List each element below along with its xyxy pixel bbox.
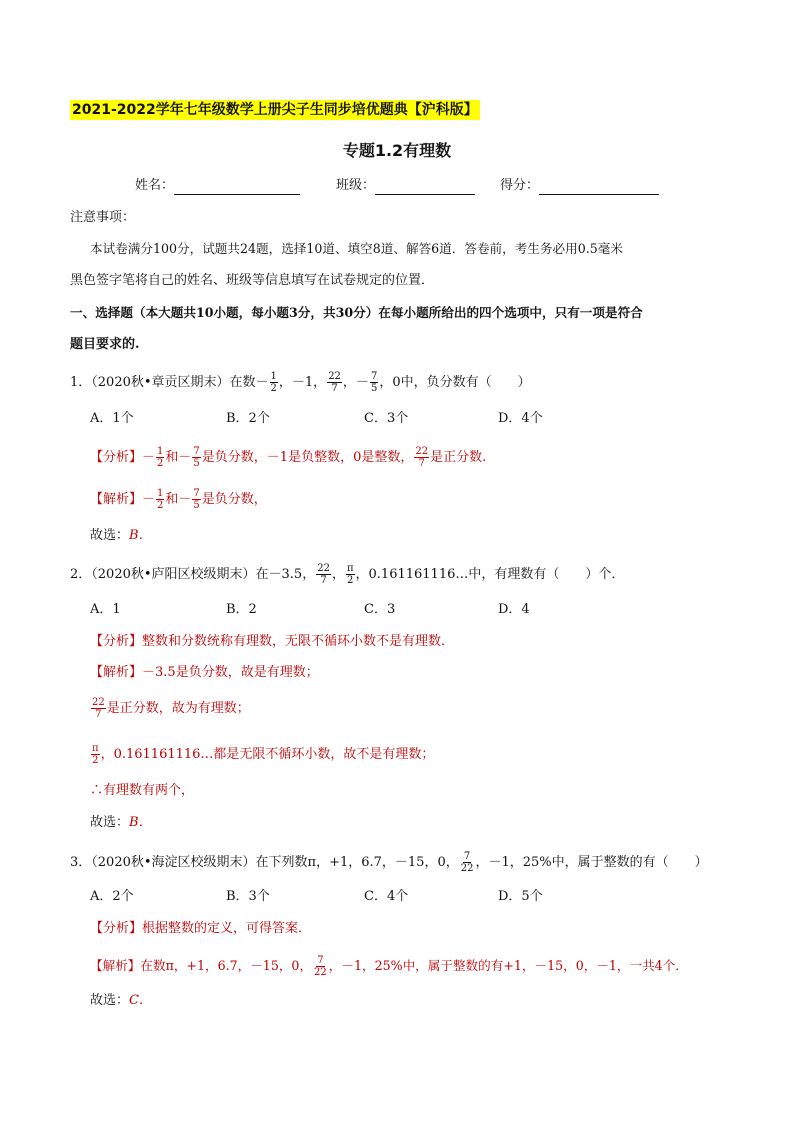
- q3-stem: [70, 851, 708, 874]
- fraction: $\frac{7}{22}$: [460, 851, 474, 874]
- q3-answer: [90, 992, 152, 1010]
- fraction: $\frac{7}{5}$: [193, 446, 200, 469]
- q2-solution-2: $\frac{22}{7}$ 是正分数，故为有理数；: [92, 697, 250, 720]
- q3-stem-text: ，－1，25%中，属于整数的有（ ）: [475, 855, 708, 870]
- fraction: $\frac{7}{5}$: [193, 488, 200, 511]
- answer-value: B．: [129, 815, 152, 830]
- answer-value: B．: [129, 528, 152, 543]
- analysis-tag: 【分析】: [90, 450, 143, 465]
- section-heading-line-1: 一、选择题（本大题共10小题，每小题3分，共30分）在每小题所给出的四个选项中，只有一项是符合: [70, 305, 643, 320]
- solution-tag: 【解析】: [90, 958, 141, 973]
- q1-stem-text: ，－: [342, 375, 369, 390]
- q3-stem-text: 3．（2020秋•海淀区校级期末）在下列数π，+1，6.7，－15，0，: [70, 855, 459, 870]
- q3-option-d: D．5个: [498, 889, 543, 904]
- q2-option-d: D．4: [498, 602, 530, 617]
- q1-option-d: D．4个: [498, 411, 543, 426]
- q3-option-a: A．2个: [90, 889, 134, 904]
- q2-stem-text: 2．（2020秋•庐阳区校级期末）在－3.5，: [70, 567, 316, 582]
- solution-tag: 【解析】: [90, 492, 143, 507]
- q1-answer: [90, 527, 152, 545]
- q2-solution-4: ∴有理数有两个，: [90, 783, 195, 798]
- q2-option-c: C．3: [364, 602, 396, 617]
- fraction: $\frac{7}{5}$: [370, 371, 378, 394]
- fraction: $\frac{1}{2}$: [157, 446, 164, 469]
- class-label: 班级：: [336, 178, 376, 193]
- q1-stem-text: 1．（2020秋•章贡区期末）在数－: [70, 375, 269, 390]
- notice-label: 注意事项：: [70, 210, 136, 225]
- q1-option-a: A．1个: [90, 411, 134, 426]
- q3-option-b: B．3个: [226, 889, 270, 904]
- page-title: 专题1.2有理数: [342, 141, 452, 160]
- answer-value: C．: [129, 993, 152, 1008]
- class-blank: [375, 180, 475, 195]
- name-blank: [174, 180, 300, 195]
- q2-stem-text: ，0.161161116…中，有理数有（ ）个．: [355, 567, 625, 582]
- q1-stem-text: ，0中，负分数有（ ）: [379, 375, 531, 390]
- fraction: $\frac{\pi}{2}$: [346, 563, 354, 586]
- answer-label: 故选：: [90, 815, 130, 830]
- fraction: $\frac{1}{2}$: [157, 488, 164, 511]
- score-field: [500, 177, 659, 195]
- q3-option-c: C．4个: [364, 889, 409, 904]
- q2-answer: [90, 814, 152, 832]
- q1-stem-text: ，－1，: [278, 375, 327, 390]
- score-label: 得分：: [500, 178, 540, 193]
- answer-label: 故选：: [90, 528, 130, 543]
- q2-option-b: B．2: [226, 602, 257, 617]
- fraction: $\frac{7}{22}$: [314, 955, 327, 978]
- fraction: $\frac{22}{7}$: [317, 563, 330, 586]
- q1-option-b: B．2个: [226, 411, 270, 426]
- analysis-tag: 【分析】: [90, 921, 143, 936]
- q1-option-c: C．3个: [364, 411, 409, 426]
- q2-stem-text: ，: [331, 567, 345, 582]
- name-label: 姓名：: [135, 178, 175, 193]
- q1-analysis: 【分析】－ $\frac{1}{2}$ 和－ $\frac{7}{5}$ 是负分数，－1是负整数，0是整数， $\frac{22}{7}$ 是正分数.: [90, 446, 487, 469]
- q2-analysis: 【分析】整数和分数统称有理数，无限不循环小数不是有理数．: [90, 634, 455, 649]
- q1-stem: [70, 371, 531, 394]
- analysis-tag: 【分析】: [90, 634, 143, 649]
- section-heading-line-2: 题目要求的.: [70, 337, 140, 352]
- solution-tag: 【解析】: [90, 665, 143, 680]
- fraction: $\frac{1}{2}$: [270, 371, 277, 394]
- notice-line-1: 本试卷满分100分，试题共24题，选择10道、填空8道、解答6道．答卷前，考生务必用0.5毫米: [90, 241, 623, 256]
- series-banner: 2021-2022学年七年级数学上册尖子生同步培优题典【沪科版】: [72, 102, 478, 118]
- q1-solution: 【解析】－ $\frac{1}{2}$ 和－ $\frac{7}{5}$ 是负分数，: [90, 488, 267, 511]
- answer-label: 故选：: [90, 993, 130, 1008]
- q3-solution: 【解析】在数π，+1，6.7，－15，0， $\frac{7}{22}$ ，－1，25%中，属于整数的有+1，－15，0，－1，一共4个．: [90, 955, 688, 978]
- fraction: $\frac{22}{7}$: [415, 446, 429, 469]
- name-field: [135, 177, 300, 195]
- fraction: $\frac{\pi}{2}$: [92, 743, 99, 766]
- fraction: $\frac{22}{7}$: [92, 697, 105, 720]
- fraction: $\frac{22}{7}$: [328, 371, 341, 394]
- q2-solution-1: 【解析】－3.5是负分数，故是有理数；: [90, 665, 319, 680]
- q2-solution-3: $\frac{\pi}{2}$ ，0.161161116…都是无限不循环小数，故不是有理数；: [92, 743, 435, 766]
- q3-analysis: 【分析】根据整数的定义，可得答案．: [90, 921, 312, 936]
- q2-option-a: A．1: [90, 602, 121, 617]
- class-field: [336, 177, 475, 195]
- q2-stem: [70, 563, 624, 586]
- score-blank: [539, 180, 659, 195]
- notice-line-2: 黑色签字笔将自己的姓名、班级等信息填写在试卷规定的位置．: [70, 273, 435, 288]
